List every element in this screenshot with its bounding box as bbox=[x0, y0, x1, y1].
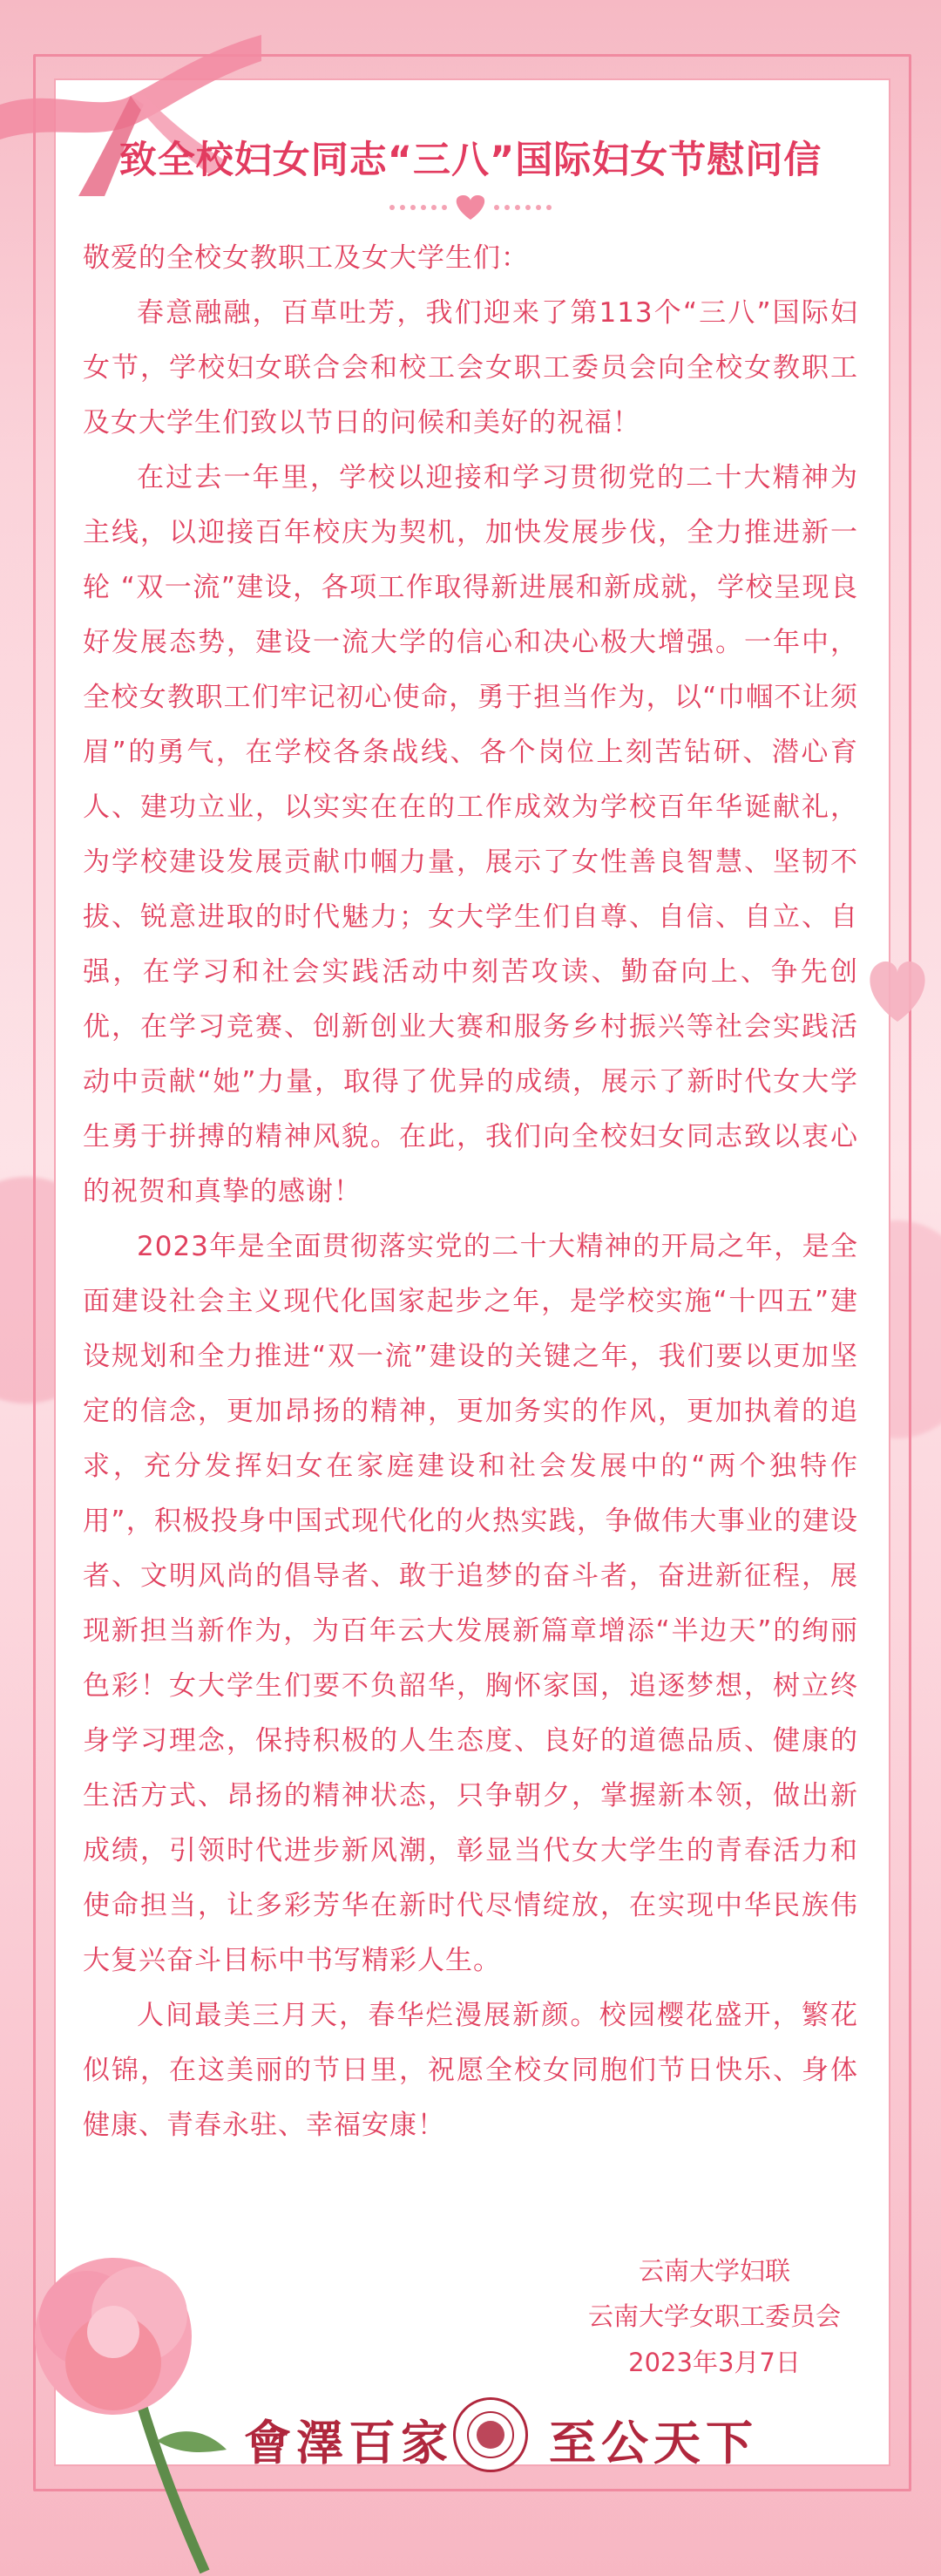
heart-divider-icon bbox=[366, 190, 575, 225]
university-seal-icon bbox=[453, 2397, 528, 2472]
paragraph-2: 在过去一年里，学校以迎接和学习贯彻党的二十大精神为主线，以迎接百年校庆为契机，加快发展步伐，全力推进新一轮 “双一流”建设，各项工作取得新进展和新成就，学校呈现良好发展态势，建设一流大学的信心和决心极大增强。一年中，全校女教职工们牢记初心使命，勇于担当作为，以“巾帼不让须眉”的勇气，在学校各条战线、各个岗位上刻苦钻研、潜心育人、建功立业，以实实在在的工作成效为学校百年华诞献礼，为学校建设发展贡献巾帼力量，展示了女性善良智慧、坚韧不拔、锐意进取的时代魅力；女大学生们自尊、自信、自立、自强，在学习和社会实践活动中刻苦攻读、勤奋向上、争先创优，在学习竞赛、创新创业大赛和服务乡村振兴等社会实践活动中贡献“她”力量，取得了优异的成绩，展示了新时代女大学生勇于拼搏的精神风貌。在此，我们向全校妇女同志致以衷心的祝贺和真挚的感谢！ bbox=[83, 462, 858, 1207]
paragraph-1: 春意融融，百草吐芳，我们迎来了第113个“三八”国际妇女节，学校妇女联合会和校工会女职工委员会向全校女教职工及女大学生们致以节日的问候和美好的祝福！ bbox=[83, 297, 858, 438]
motto-right: 至公天下 bbox=[549, 2415, 758, 2471]
signature-org1: 云南大学妇联 bbox=[638, 2256, 790, 2286]
carnation-icon bbox=[9, 2232, 253, 2576]
heart-icon bbox=[858, 950, 937, 1029]
page-title: 致全校妇女同志“三八”国际妇女节慰问信 bbox=[118, 139, 823, 182]
motto-left: 會澤百家 bbox=[244, 2415, 453, 2471]
paragraph-4: 人间最美三月天，春华烂漫展新颜。校园樱花盛开，繁花似锦，在这美丽的节日里，祝愿全校女同胞们节日快乐、身体健康、青春永驻、幸福安康！ bbox=[83, 2000, 858, 2141]
signature-date: 2023年3月7日 bbox=[628, 2348, 801, 2377]
letter-body bbox=[83, 231, 858, 2153]
greeting: 敬爱的全校女教职工及女大学生们： bbox=[83, 242, 529, 274]
paragraph-3: 2023年是全面贯彻落实党的二十大精神的开局之年，是全面建设社会主义现代化国家起步之年，是学校实施“十四五”建设规划和全力推进“双一流”建设的关键之年，我们要以更加坚定的信念，更加昂扬的精神，更加务实的作风，更加执着的追求，充分发挥妇女在家庭建设和社会发展中的“两个独特作用”，积极投身中国式现代化的火热实践，争做伟大事业的建设者、文明风尚的倡导者、敢于追梦的奋斗者，奋进新征程，展现新担当新作为，为百年云大发展新篇章增添“半边天”的绚丽色彩！女大学生们要不负韶华，胸怀家国，追逐梦想，树立终身学习理念，保持积极的人生态度、良好的道德品质、健康的生活方式、昂扬的精神状态，只争朝夕，掌握新本领，做出新成绩，引领时代进步新风潮，彰显当代女大学生的青春活力和使命担当，让多彩芳华在新时代尽情绽放，在实现中华民族伟大复兴奋斗目标中书写精彩人生。 bbox=[83, 1231, 858, 1976]
signature-org2: 云南大学女职工委员会 bbox=[587, 2301, 841, 2331]
